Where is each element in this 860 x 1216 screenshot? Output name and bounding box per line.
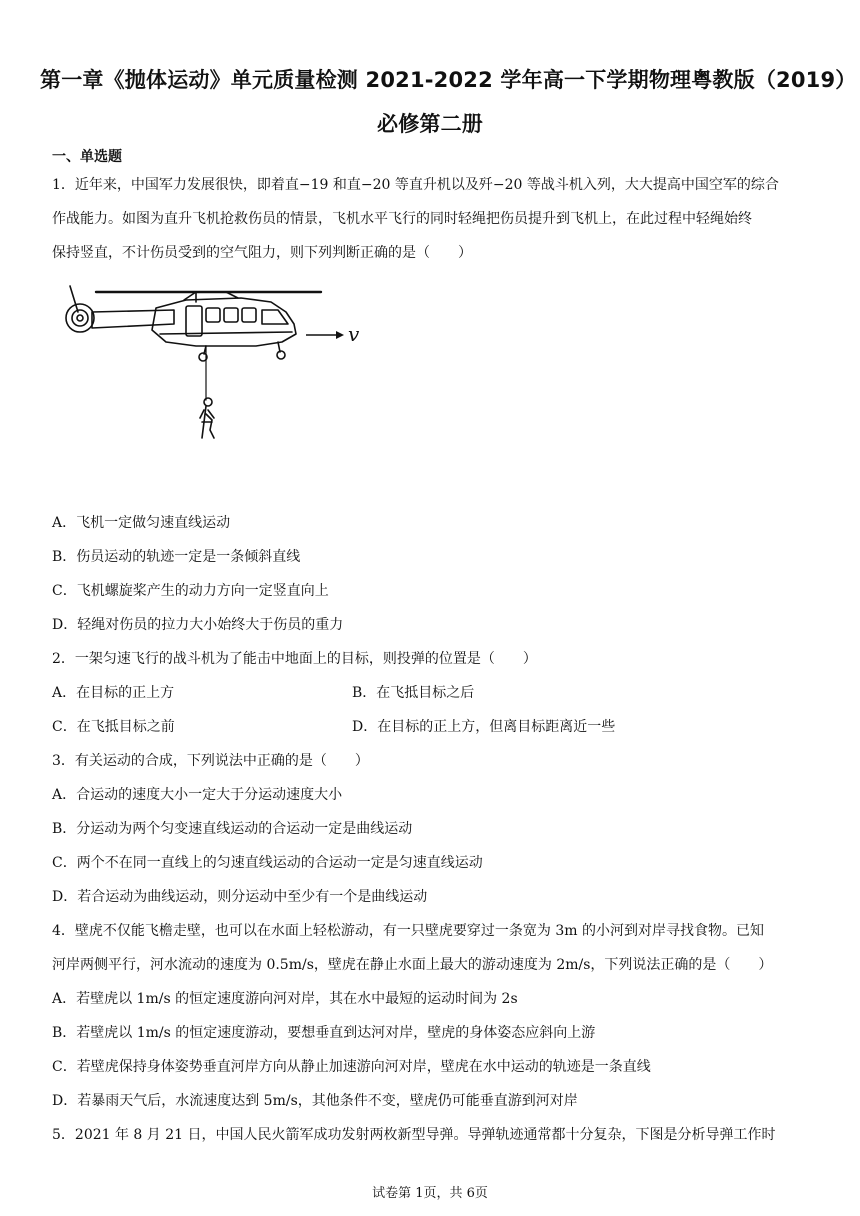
q4-option-c: C．若壁虎保持身体姿势垂直河岸方向从静止加速游向河对岸，壁虎在水中运动的轨迹是一条直线 xyxy=(52,1059,651,1075)
q2-option-d: D．在目标的正上方，但离目标距离近一些 xyxy=(352,719,616,735)
velocity-label: v xyxy=(348,322,360,346)
q2-option-c: C．在飞抵目标之前 xyxy=(52,719,175,735)
q4-option-d: D．若暴雨天气后，水流速度达到 5m/s，其他条件不变，壁虎仍可能垂直游到河对岸 xyxy=(52,1093,578,1109)
q2-option-a: A．在目标的正上方 xyxy=(52,685,175,701)
helicopter-figure xyxy=(56,272,376,472)
q1-option-d: D．轻绳对伤员的拉力大小始终大于伤员的重力 xyxy=(52,617,344,633)
tail-rotor-icon xyxy=(66,304,94,332)
q5-stem-line-1: 5．2021 年 8 月 21 日，中国人民火箭军成功发射两枚新型导弹。导弹轨迹通常都十分复杂，下图是分析导弹工作时 xyxy=(52,1127,776,1143)
q2-option-b: B．在飞抵目标之后 xyxy=(352,685,475,701)
q3-option-b: B．分运动为两个匀变速直线运动的合运动一定是曲线运动 xyxy=(52,821,413,837)
section-heading: 一、单选题 xyxy=(52,149,122,165)
q2-stem: 2．一架匀速飞行的战斗机为了能击中地面上的目标，则投弹的位置是（ ） xyxy=(52,651,537,667)
q1-stem-line-2: 作战能力。如图为直升飞机抢救伤员的情景，飞机水平飞行的同时轻绳把伤员提升到飞机上，在此过程中轻绳始终 xyxy=(52,211,752,227)
q1-option-c: C．飞机螺旋桨产生的动力方向一定竖直向上 xyxy=(52,583,329,599)
q4-option-b: B．若壁虎以 1m/s 的恒定速度游动，要想垂直到达河对岸，壁虎的身体姿态应斜向上游 xyxy=(52,1025,596,1041)
injured-person-icon xyxy=(200,398,214,438)
q1-option-a: A．飞机一定做匀速直线运动 xyxy=(52,515,231,531)
title-line-1: 第一章《抛体运动》单元质量检测 2021-2022 学年高一下学期物理粤教版（2019） xyxy=(40,68,857,92)
page-footer: 试卷第 1页，共 6页 xyxy=(372,1186,488,1201)
velocity-arrow-icon xyxy=(306,331,344,339)
q3-option-a: A．合运动的速度大小一定大于分运动速度大小 xyxy=(52,787,343,803)
q1-option-b: B．伤员运动的轨迹一定是一条倾斜直线 xyxy=(52,549,301,565)
q3-option-c: C．两个不在同一直线上的匀速直线运动的合运动一定是匀速直线运动 xyxy=(52,855,483,871)
title-line-2: 必修第二册 xyxy=(377,112,483,136)
q3-option-d: D．若合运动为曲线运动，则分运动中至少有一个是曲线运动 xyxy=(52,889,428,905)
q4-stem-line-1: 4．壁虎不仅能飞檐走壁，也可以在水面上轻松游动，有一只壁虎要穿过一条宽为 3m 的小河到对岸寻找食物。已知 xyxy=(52,923,764,939)
q1-stem-line-3: 保持竖直，不计伤员受到的空气阻力，则下列判断正确的是（ ） xyxy=(52,245,472,261)
q1-stem-line-1: 1．近年来，中国军力发展很快，即着直−19 和直−20 等直升机以及歼−20 等战斗机入列，大大提高中国空军的综合 xyxy=(52,177,779,193)
q4-option-a: A．若壁虎以 1m/s 的恒定速度游向河对岸，其在水中最短的运动时间为 2s xyxy=(52,991,518,1007)
q4-stem-line-2: 河岸两侧平行，河水流动的速度为 0.5m/s，壁虎在静止水面上最大的游动速度为 2m/s，下列说法正确的是（ ） xyxy=(52,957,773,973)
q3-stem: 3．有关运动的合成，下列说法中正确的是（ ） xyxy=(52,753,369,769)
